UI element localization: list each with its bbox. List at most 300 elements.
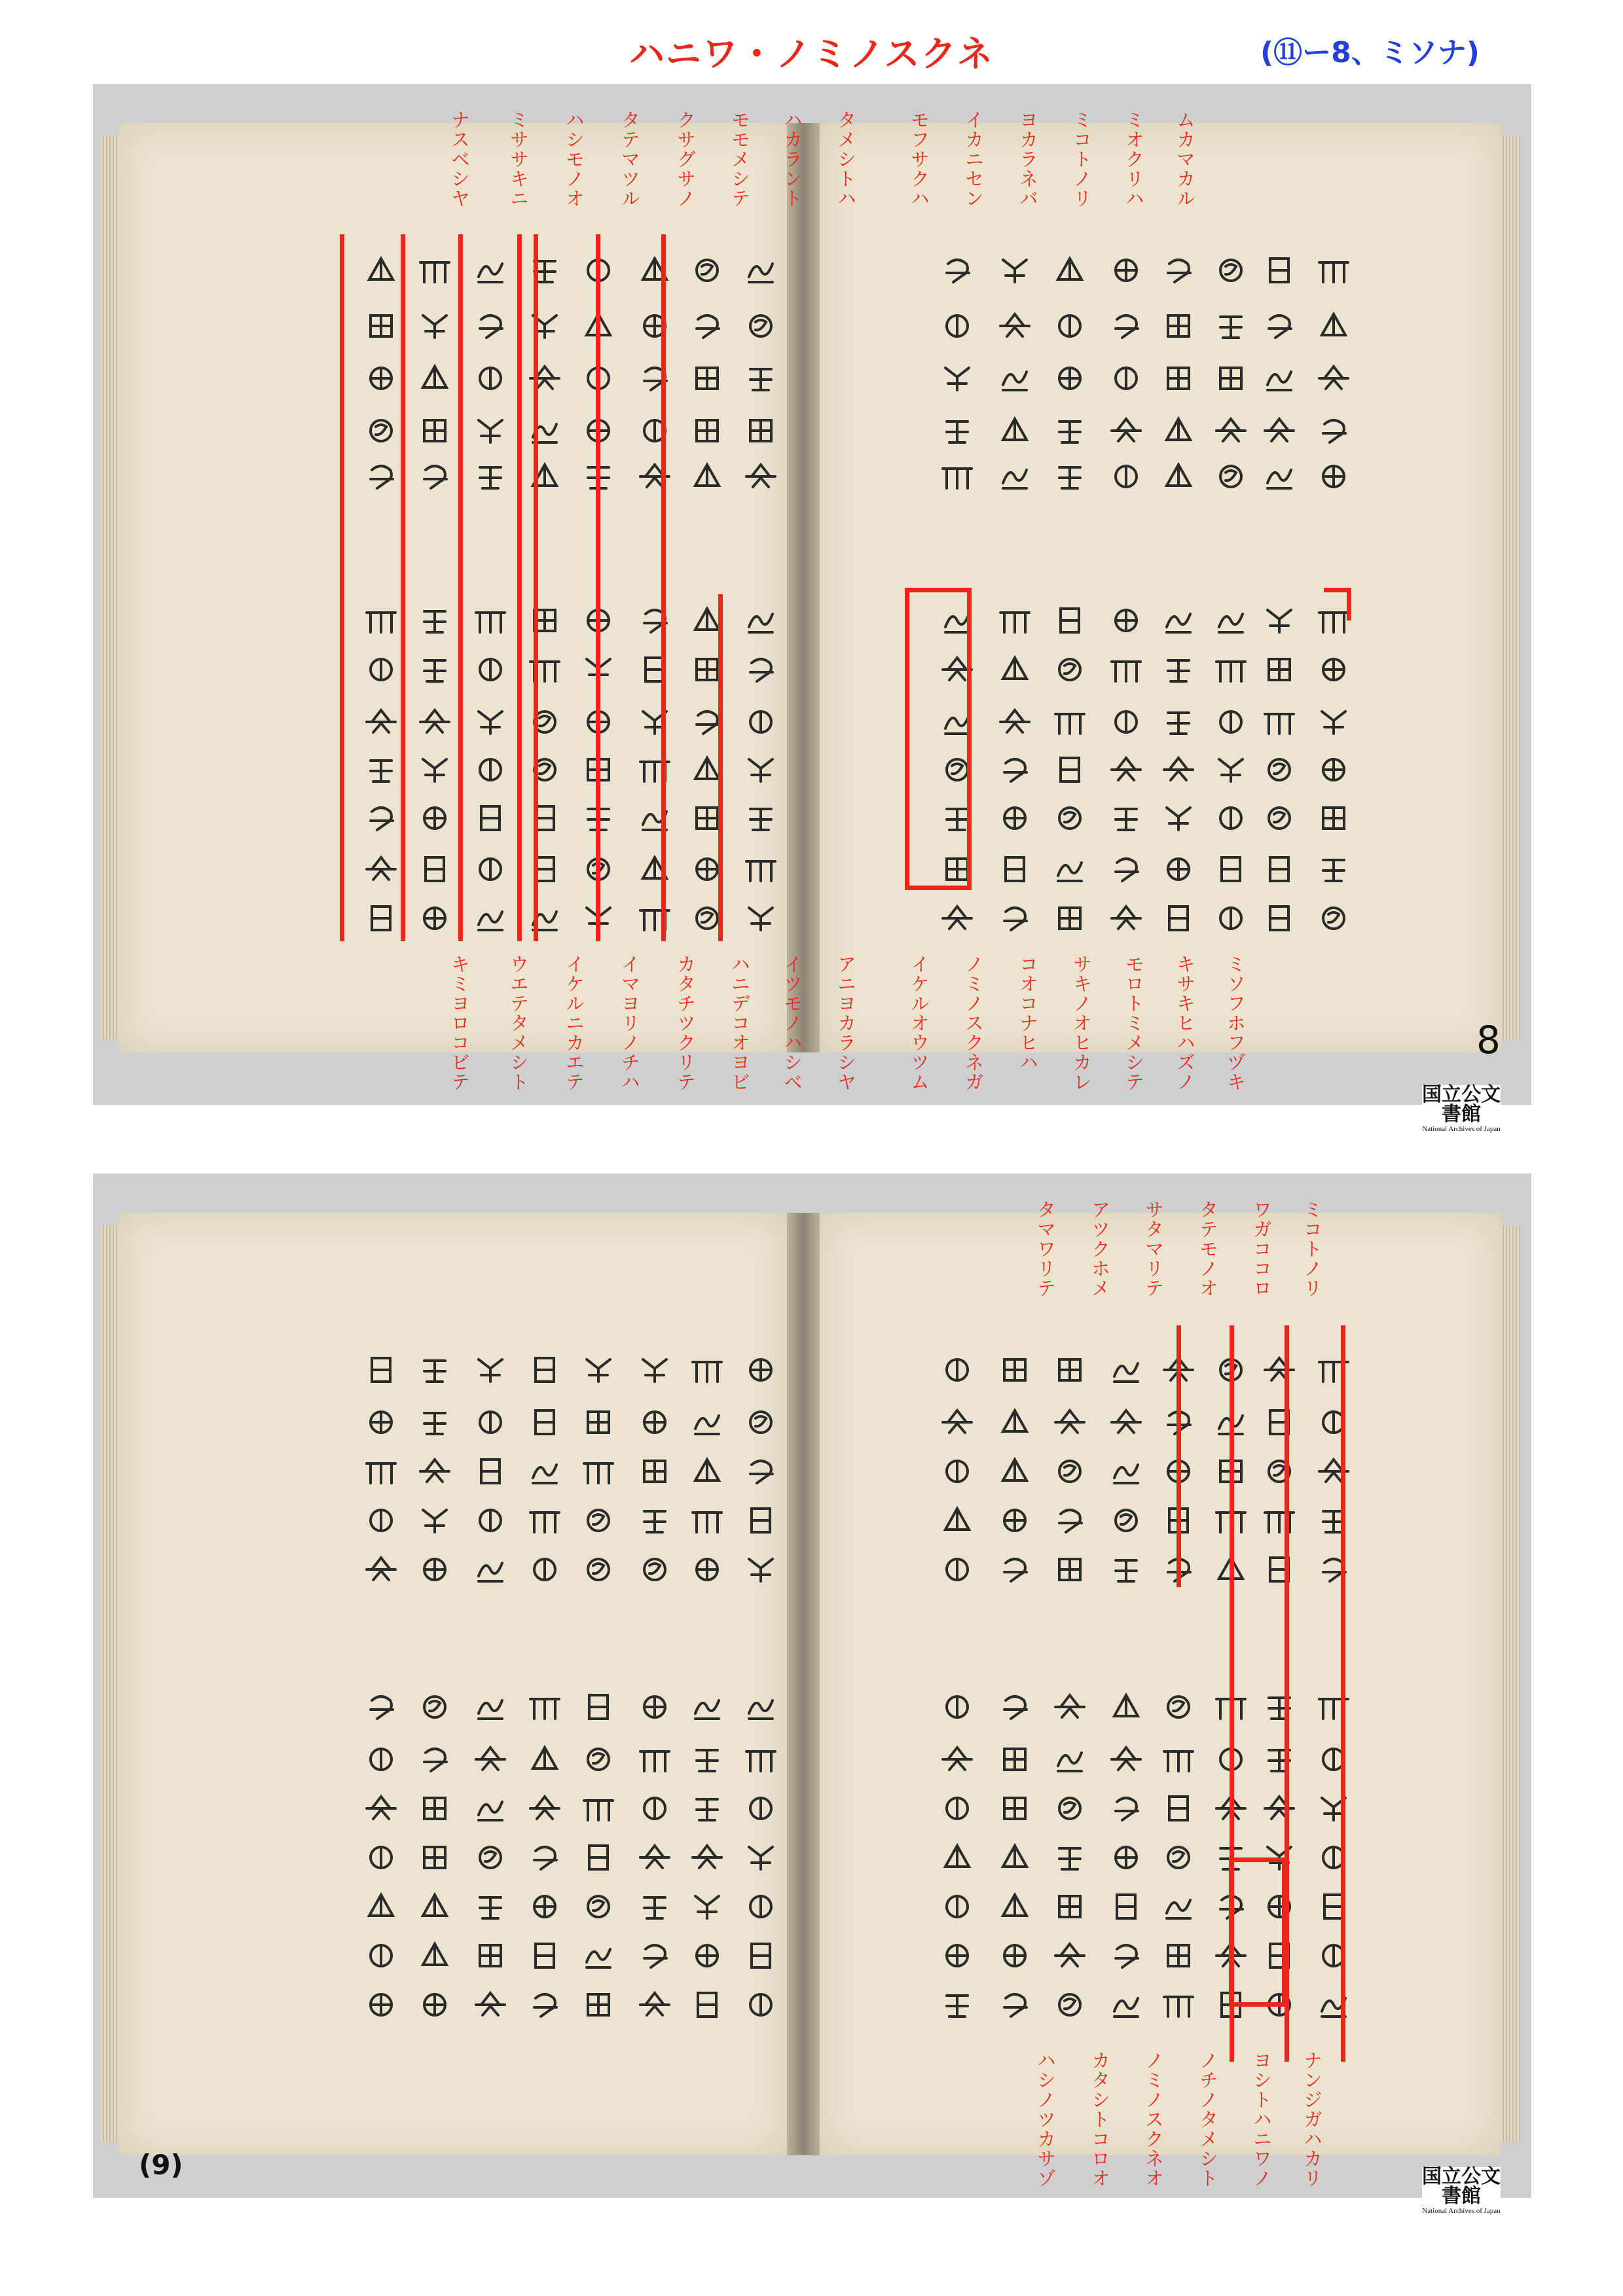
- column-label: キサキヒハズノ: [1174, 954, 1196, 1092]
- hotsuma-glyph: [524, 701, 566, 743]
- hotsuma-glyph: [634, 1984, 676, 2026]
- hotsuma-glyph: [1258, 1349, 1300, 1391]
- hotsuma-glyph: [577, 1787, 619, 1829]
- hotsuma-glyph: [740, 1549, 782, 1590]
- hotsuma-glyph: [1105, 249, 1147, 291]
- hotsuma-glyph: [994, 897, 1036, 939]
- column-label: ワガココロ: [1250, 1200, 1273, 1298]
- hotsuma-glyph: [469, 410, 511, 452]
- hotsuma-glyph: [524, 600, 566, 641]
- hotsuma-glyph: [634, 1837, 676, 1878]
- column-label: タマワリテ: [1034, 1200, 1057, 1298]
- column-label: ナンジガハカリ: [1301, 2051, 1323, 2188]
- hotsuma-glyph: [1313, 1935, 1355, 1977]
- hotsuma-glyph: [740, 1984, 782, 2026]
- hotsuma-glyph: [1210, 897, 1252, 939]
- hotsuma-glyph: [994, 410, 1036, 452]
- hotsuma-glyph: [1049, 848, 1091, 890]
- hotsuma-glyph: [740, 1401, 782, 1443]
- hotsuma-glyph: [469, 456, 511, 497]
- hotsuma-glyph: [936, 1984, 978, 2026]
- hotsuma-glyph: [524, 249, 566, 291]
- hotsuma-glyph: [577, 1499, 619, 1541]
- hotsuma-glyph: [1158, 1686, 1199, 1728]
- bottom-spread-photo: [93, 1174, 1531, 2215]
- hotsuma-glyph: [1313, 305, 1355, 347]
- hotsuma-glyph: [469, 305, 511, 347]
- hotsuma-glyph: [1210, 848, 1252, 890]
- hotsuma-glyph: [740, 1787, 782, 1829]
- hotsuma-glyph: [524, 1349, 566, 1391]
- hotsuma-glyph: [634, 1549, 676, 1590]
- hotsuma-glyph: [634, 848, 676, 890]
- hotsuma-glyph: [1049, 1401, 1091, 1443]
- hotsuma-glyph: [1049, 749, 1091, 791]
- page-number: 8: [1476, 1018, 1501, 1062]
- hotsuma-glyph: [469, 649, 511, 691]
- hotsuma-glyph: [936, 1686, 978, 1728]
- column-label: タメシトハ: [835, 110, 857, 208]
- hotsuma-glyph: [1313, 1886, 1355, 1928]
- hotsuma-glyph: [1105, 600, 1147, 641]
- hotsuma-glyph: [1258, 600, 1300, 641]
- hotsuma-glyph: [1105, 1837, 1147, 1878]
- hotsuma-glyph: [936, 897, 978, 939]
- hotsuma-glyph: [414, 1984, 456, 2026]
- hotsuma-glyph: [994, 1686, 1036, 1728]
- hotsuma-glyph: [686, 249, 728, 291]
- column-label: サキノオヒカレ: [1070, 954, 1093, 1092]
- hotsuma-glyph: [740, 1886, 782, 1928]
- hotsuma-glyph: [414, 1886, 456, 1928]
- hotsuma-glyph: [994, 249, 1036, 291]
- hotsuma-glyph: [1258, 749, 1300, 791]
- hotsuma-glyph: [469, 1935, 511, 1977]
- hotsuma-glyph: [1105, 410, 1147, 452]
- hotsuma-glyph: [1313, 1984, 1355, 2026]
- hotsuma-glyph: [1049, 1984, 1091, 2026]
- book-edge-right: [1501, 1226, 1520, 2142]
- hotsuma-glyph: [1158, 249, 1199, 291]
- column-label: アツクホメ: [1089, 1200, 1111, 1298]
- annotation-line: [1341, 1325, 1345, 2062]
- hotsuma-glyph: [936, 1837, 978, 1878]
- hotsuma-glyph: [469, 1349, 511, 1391]
- hotsuma-glyph: [1049, 1549, 1091, 1590]
- hotsuma-glyph: [414, 897, 456, 939]
- hotsuma-glyph: [936, 456, 978, 497]
- reference-label: (⑪ー8、ミソナ): [1260, 36, 1480, 69]
- hotsuma-glyph: [1158, 305, 1199, 347]
- hotsuma-glyph: [634, 1935, 676, 1977]
- hotsuma-glyph: [1258, 1450, 1300, 1492]
- hotsuma-glyph: [1158, 1738, 1199, 1780]
- hotsuma-glyph: [360, 305, 402, 347]
- hotsuma-glyph: [1313, 1837, 1355, 1878]
- hotsuma-glyph: [524, 1837, 566, 1878]
- hotsuma-glyph: [740, 1499, 782, 1541]
- hotsuma-glyph: [524, 1499, 566, 1541]
- hotsuma-glyph: [1210, 701, 1252, 743]
- column-label: コオコナヒハ: [1017, 954, 1039, 1072]
- hotsuma-glyph: [994, 1549, 1036, 1590]
- hotsuma-glyph: [1049, 1886, 1091, 1928]
- hotsuma-glyph: [360, 1886, 402, 1928]
- hotsuma-glyph: [1313, 456, 1355, 497]
- hotsuma-glyph: [360, 249, 402, 291]
- hotsuma-glyph: [1210, 410, 1252, 452]
- hotsuma-glyph: [1313, 410, 1355, 452]
- column-label: ノミノスクネガ: [962, 954, 985, 1092]
- hotsuma-glyph: [740, 1450, 782, 1492]
- hotsuma-glyph: [360, 1787, 402, 1829]
- hotsuma-glyph: [414, 1738, 456, 1780]
- hotsuma-glyph: [360, 797, 402, 839]
- hotsuma-glyph: [1258, 1787, 1300, 1829]
- hotsuma-glyph: [1313, 649, 1355, 691]
- hotsuma-glyph: [469, 357, 511, 399]
- hotsuma-glyph: [686, 1787, 728, 1829]
- hotsuma-glyph: [1210, 600, 1252, 641]
- hotsuma-glyph: [1313, 357, 1355, 399]
- hotsuma-glyph: [469, 797, 511, 839]
- hotsuma-glyph: [414, 410, 456, 452]
- hotsuma-glyph: [524, 1450, 566, 1492]
- hotsuma-glyph: [936, 357, 978, 399]
- annotation-line: [401, 234, 405, 941]
- hotsuma-glyph: [686, 1549, 728, 1590]
- hotsuma-glyph: [994, 649, 1036, 691]
- hotsuma-glyph: [469, 749, 511, 791]
- hotsuma-glyph: [936, 1549, 978, 1590]
- column-label: イカニセン: [962, 110, 985, 208]
- annotation-line: [534, 234, 538, 941]
- hotsuma-glyph: [1258, 848, 1300, 890]
- hotsuma-glyph: [1049, 701, 1091, 743]
- hotsuma-glyph: [524, 897, 566, 939]
- hotsuma-glyph: [469, 1450, 511, 1492]
- column-label: イケルニカエテ: [563, 954, 585, 1092]
- hotsuma-glyph: [414, 1499, 456, 1541]
- hotsuma-glyph: [686, 1349, 728, 1391]
- hotsuma-glyph: [994, 749, 1036, 791]
- hotsuma-glyph: [1313, 749, 1355, 791]
- column-label: ムカマカル: [1174, 110, 1196, 208]
- hotsuma-glyph: [686, 1984, 728, 2026]
- hotsuma-glyph: [1049, 1686, 1091, 1728]
- hotsuma-glyph: [1258, 797, 1300, 839]
- hotsuma-glyph: [686, 410, 728, 452]
- hotsuma-glyph: [414, 1549, 456, 1590]
- hotsuma-glyph: [1313, 1686, 1355, 1728]
- hotsuma-glyph: [1049, 1499, 1091, 1541]
- hotsuma-glyph: [936, 1450, 978, 1492]
- hotsuma-glyph: [740, 848, 782, 890]
- hotsuma-glyph: [1105, 305, 1147, 347]
- hotsuma-glyph: [1049, 1787, 1091, 1829]
- hotsuma-glyph: [634, 701, 676, 743]
- column-label: クサグサノ: [674, 110, 697, 208]
- hotsuma-glyph: [1313, 1549, 1355, 1590]
- hotsuma-glyph: [634, 1401, 676, 1443]
- hotsuma-glyph: [936, 305, 978, 347]
- hotsuma-glyph: [1313, 1787, 1355, 1829]
- hotsuma-glyph: [1313, 249, 1355, 291]
- hotsuma-glyph: [1049, 1349, 1091, 1391]
- hotsuma-glyph: [524, 1686, 566, 1728]
- hotsuma-glyph: [686, 1935, 728, 1977]
- column-label: ナスベシヤ: [448, 110, 471, 208]
- hotsuma-glyph: [1049, 1837, 1091, 1878]
- hotsuma-glyph: [469, 1401, 511, 1443]
- hotsuma-glyph: [994, 600, 1036, 641]
- hotsuma-glyph: [994, 1837, 1036, 1878]
- hotsuma-glyph: [414, 1686, 456, 1728]
- hotsuma-glyph: [634, 249, 676, 291]
- hotsuma-glyph: [414, 749, 456, 791]
- hotsuma-glyph: [1049, 797, 1091, 839]
- hotsuma-glyph: [577, 1837, 619, 1878]
- hotsuma-glyph: [740, 1349, 782, 1391]
- hotsuma-glyph: [1210, 357, 1252, 399]
- hotsuma-glyph: [1049, 1738, 1091, 1780]
- hotsuma-glyph: [740, 410, 782, 452]
- hotsuma-glyph: [1105, 1886, 1147, 1928]
- column-label: タテモノオ: [1197, 1200, 1219, 1298]
- hotsuma-glyph: [994, 1401, 1036, 1443]
- hotsuma-glyph: [936, 1499, 978, 1541]
- archive-stamp: 国立公文書館 National Archives of Japan: [1422, 1083, 1501, 1133]
- hotsuma-glyph: [1158, 897, 1199, 939]
- hotsuma-glyph: [936, 410, 978, 452]
- hotsuma-glyph: [1105, 797, 1147, 839]
- hotsuma-glyph: [360, 701, 402, 743]
- column-label: ヨカラネバ: [1017, 110, 1039, 208]
- column-label: ヨシトハニワノ: [1250, 2051, 1273, 2188]
- hotsuma-glyph: [1105, 357, 1147, 399]
- hotsuma-glyph: [524, 1738, 566, 1780]
- hotsuma-glyph: [634, 649, 676, 691]
- hotsuma-glyph: [740, 249, 782, 291]
- hotsuma-glyph: [469, 1984, 511, 2026]
- hotsuma-glyph: [686, 1886, 728, 1928]
- hotsuma-glyph: [360, 897, 402, 939]
- hotsuma-glyph: [414, 701, 456, 743]
- hotsuma-glyph: [1105, 1549, 1147, 1590]
- hotsuma-glyph: [524, 797, 566, 839]
- hotsuma-glyph: [524, 456, 566, 497]
- hotsuma-glyph: [634, 1686, 676, 1728]
- hotsuma-glyph: [1258, 1686, 1300, 1728]
- hotsuma-glyph: [360, 1837, 402, 1878]
- hotsuma-glyph: [524, 1549, 566, 1590]
- hotsuma-glyph: [1258, 649, 1300, 691]
- hotsuma-glyph: [1258, 897, 1300, 939]
- annotation-line: [1324, 588, 1350, 592]
- hotsuma-glyph: [936, 1935, 978, 1977]
- column-label: ミコトノリ: [1070, 110, 1093, 208]
- hotsuma-glyph: [414, 600, 456, 641]
- annotation-box: [1229, 1857, 1286, 2007]
- hotsuma-glyph: [524, 305, 566, 347]
- hotsuma-glyph: [414, 305, 456, 347]
- column-label: アニヨカラシヤ: [835, 954, 857, 1092]
- hotsuma-glyph: [1258, 305, 1300, 347]
- hotsuma-glyph: [936, 1738, 978, 1780]
- hotsuma-glyph: [577, 1401, 619, 1443]
- hotsuma-glyph: [1105, 1787, 1147, 1829]
- hotsuma-glyph: [1105, 701, 1147, 743]
- book-edge-right: [1501, 136, 1520, 1039]
- top-spread-photo: [93, 84, 1531, 1133]
- hotsuma-glyph: [577, 1984, 619, 2026]
- hotsuma-glyph: [577, 1450, 619, 1492]
- hotsuma-glyph: [740, 1738, 782, 1780]
- hotsuma-glyph: [524, 410, 566, 452]
- hotsuma-glyph: [469, 897, 511, 939]
- hotsuma-glyph: [414, 848, 456, 890]
- hotsuma-glyph: [469, 1837, 511, 1878]
- hotsuma-glyph: [360, 357, 402, 399]
- hotsuma-glyph: [1313, 1401, 1355, 1443]
- hotsuma-glyph: [577, 1549, 619, 1590]
- hotsuma-glyph: [1158, 749, 1199, 791]
- column-label: ハニデコオヨビ: [729, 954, 751, 1092]
- hotsuma-glyph: [414, 1450, 456, 1492]
- annotation-line: [1347, 588, 1351, 620]
- hotsuma-glyph: [1258, 1549, 1300, 1590]
- hotsuma-glyph: [634, 1738, 676, 1780]
- column-label: ミオクリハ: [1123, 110, 1145, 208]
- column-label: ノチノタメシト: [1197, 2051, 1219, 2188]
- hotsuma-glyph: [994, 848, 1036, 890]
- hotsuma-glyph: [360, 410, 402, 452]
- column-label: ノミノスクネオ: [1142, 2051, 1165, 2188]
- hotsuma-glyph: [634, 1787, 676, 1829]
- hotsuma-glyph: [634, 1450, 676, 1492]
- hotsuma-glyph: [634, 797, 676, 839]
- hotsuma-glyph: [1105, 1935, 1147, 1977]
- column-label: タテマツル: [619, 110, 641, 208]
- hotsuma-glyph: [740, 305, 782, 347]
- book-edge-left: [101, 1226, 120, 2142]
- hotsuma-glyph: [414, 1401, 456, 1443]
- hotsuma-glyph: [524, 357, 566, 399]
- column-label: ミソフホフヅキ: [1224, 954, 1247, 1092]
- hotsuma-glyph: [1105, 1401, 1147, 1443]
- hotsuma-glyph: [524, 1787, 566, 1829]
- column-label: モフサクハ: [908, 110, 930, 208]
- hotsuma-glyph: [994, 1787, 1036, 1829]
- hotsuma-glyph: [686, 1450, 728, 1492]
- hotsuma-glyph: [634, 305, 676, 347]
- hotsuma-glyph: [414, 1935, 456, 1977]
- hotsuma-glyph: [686, 305, 728, 347]
- hotsuma-glyph: [1049, 1450, 1091, 1492]
- hotsuma-glyph: [936, 1886, 978, 1928]
- hotsuma-glyph: [360, 600, 402, 641]
- hotsuma-glyph: [577, 1886, 619, 1928]
- hotsuma-glyph: [740, 456, 782, 497]
- hotsuma-glyph: [1158, 456, 1199, 497]
- hotsuma-glyph: [360, 749, 402, 791]
- hotsuma-glyph: [740, 1686, 782, 1728]
- hotsuma-glyph: [360, 649, 402, 691]
- hotsuma-glyph: [1158, 410, 1199, 452]
- hotsuma-glyph: [1049, 305, 1091, 347]
- hotsuma-glyph: [1105, 1738, 1147, 1780]
- page-number: (9): [139, 2149, 183, 2181]
- hotsuma-glyph: [634, 1886, 676, 1928]
- hotsuma-glyph: [994, 357, 1036, 399]
- hotsuma-glyph: [1105, 456, 1147, 497]
- annotation-box: [905, 588, 972, 890]
- page-title: ハニワ・ノミノスクネ: [629, 33, 994, 75]
- hotsuma-glyph: [1210, 456, 1252, 497]
- hotsuma-glyph: [1158, 649, 1199, 691]
- hotsuma-glyph: [524, 1886, 566, 1928]
- hotsuma-glyph: [469, 1886, 511, 1928]
- hotsuma-glyph: [469, 848, 511, 890]
- hotsuma-glyph: [634, 357, 676, 399]
- hotsuma-glyph: [994, 1499, 1036, 1541]
- hotsuma-glyph: [360, 848, 402, 890]
- column-label: カタシトコロオ: [1089, 2051, 1111, 2188]
- column-label: サタマリテ: [1142, 1200, 1165, 1298]
- hotsuma-glyph: [1049, 357, 1091, 399]
- hotsuma-glyph: [469, 1549, 511, 1590]
- hotsuma-glyph: [1105, 1499, 1147, 1541]
- hotsuma-glyph: [994, 305, 1036, 347]
- column-label: イマヨリノチハ: [619, 954, 641, 1092]
- hotsuma-glyph: [740, 749, 782, 791]
- hotsuma-glyph: [1258, 1499, 1300, 1541]
- hotsuma-glyph: [740, 649, 782, 691]
- hotsuma-glyph: [1049, 249, 1091, 291]
- hotsuma-glyph: [936, 1401, 978, 1443]
- hotsuma-glyph: [994, 1450, 1036, 1492]
- hotsuma-glyph: [1049, 1935, 1091, 1977]
- hotsuma-glyph: [360, 1935, 402, 1977]
- hotsuma-glyph: [1105, 749, 1147, 791]
- hotsuma-glyph: [469, 1499, 511, 1541]
- annotation-line: [1176, 1325, 1181, 1587]
- hotsuma-glyph: [524, 749, 566, 791]
- hotsuma-glyph: [1313, 1738, 1355, 1780]
- hotsuma-glyph: [1158, 848, 1199, 890]
- hotsuma-glyph: [524, 649, 566, 691]
- hotsuma-glyph: [740, 797, 782, 839]
- hotsuma-glyph: [1158, 1984, 1199, 2026]
- hotsuma-glyph: [634, 897, 676, 939]
- annotation-line: [340, 234, 344, 941]
- hotsuma-glyph: [414, 1787, 456, 1829]
- column-label: モモメシテ: [729, 110, 751, 208]
- hotsuma-glyph: [994, 1738, 1036, 1780]
- column-label: イケルオウツム: [908, 954, 930, 1092]
- hotsuma-glyph: [1158, 357, 1199, 399]
- hotsuma-glyph: [1158, 797, 1199, 839]
- hotsuma-glyph: [360, 1984, 402, 2026]
- hotsuma-glyph: [1158, 1886, 1199, 1928]
- hotsuma-glyph: [469, 1686, 511, 1728]
- hotsuma-glyph: [1210, 305, 1252, 347]
- hotsuma-glyph: [936, 249, 978, 291]
- hotsuma-glyph: [1258, 456, 1300, 497]
- hotsuma-glyph: [1158, 1837, 1199, 1878]
- hotsuma-glyph: [1258, 249, 1300, 291]
- column-label: カタチツクリテ: [674, 954, 697, 1092]
